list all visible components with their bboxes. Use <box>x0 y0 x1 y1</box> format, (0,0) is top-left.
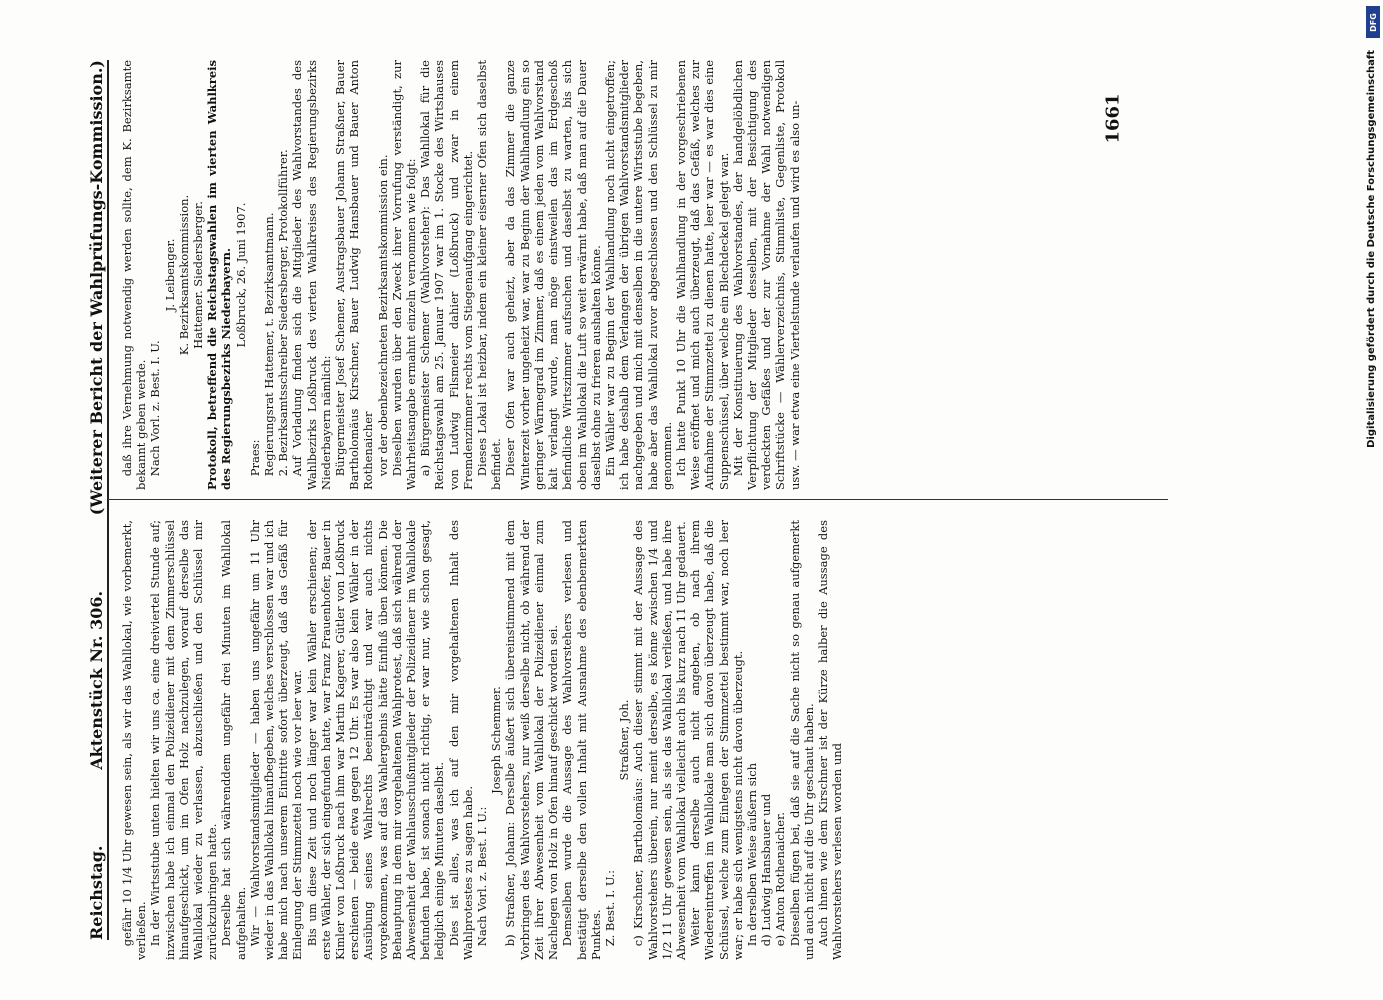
paragraph: Joseph Schemmer. <box>489 686 504 794</box>
paragraph: Derselbe hat sich währenddem ungefähr drei Minuten im Wahllokal aufgehalten. <box>219 520 248 960</box>
paragraph: Z. Best. I. U.: <box>602 869 617 947</box>
header-left: Reichstag. <box>86 845 106 940</box>
paragraph: In der Wirtsstube unten hielten wir uns ca. eine dreiviertel Stunde auf; inzwischen habe ich einmal den Polizeidiener mit dem Zimmerschlüssel hinaufgeschickt, um im Ofen Holz nachzulegen, worauf derselbe das Wahllokal wieder zu verlassen, abzuschließen und den Schlüssel mir zurückzubringen hatte. <box>148 520 220 960</box>
page-number: 1661 <box>1102 93 1124 144</box>
paragraph: a) Bürgermeister Schemer (Wahlvorsteher): Das Wahllokal für die Reichstagswahl am 25. Januar 1907 war im 1. Stocke des Wirtshauses von Ludwig Filsmeier dahier (Loßbruck) und zwar in einem Fremdenzimmer rechts vom Stiegenaufgang eingerichtet. <box>418 60 475 490</box>
paragraph: Praes: <box>247 439 262 477</box>
paragraph: Regierungsrat Hattemer, t. Bezirksamtmann. <box>262 212 277 477</box>
credit-line <box>1366 10 1380 990</box>
paragraph: Bürgermeister Josef Schemer, Austragsbauer Johann Straßner, Bauer Bartholomäus Kirschner, Bauer Ludwig Hansbauer und Bauer Anton Rothenaicher <box>333 60 376 490</box>
paragraph: Dieselben wurden über den Zweck ihrer Vorrufung verständigt, zur Wahrheitsangabe ermahnt einzeln vernommen wie folgt: <box>389 60 419 490</box>
paragraph: Dieses Lokal ist heizbar, indem ein kleiner eiserner Ofen sich daselbst befindet. <box>475 60 504 490</box>
paragraph: Auch ihnen wie dem Kirschner ist der Kürze halber die Aussage des Wahlvorstehers verlesen worden und <box>815 520 845 960</box>
paragraph: Dies ist alles, was ich auf den mir vorgehaltenen Inhalt des Wahlprotestes zu sagen habe. <box>446 520 475 960</box>
paragraph: gefähr 10 1/4 Uhr gewesen sein, als wir das Wahllokal, wie vorbemerkt, verließen. <box>120 520 149 960</box>
paragraph: Straßner, Joh. <box>617 699 632 781</box>
paragraph: vor der obenbezeichneten Bezirksamtskommission ein. <box>375 154 390 477</box>
paragraph: b) Straßner, Johann: Derselbe äußert sich übereinstimmend mit dem Vorbringen des Wahlvorstehers, nur weiß derselbe nicht, ob während der Zeit ihrer Abwesenheit vom Wahllokal der Polizeidiener einmal zum Nachlegen von Holz in Ofen hinauf geschickt worden sei. <box>503 520 561 960</box>
paragraph: Nach Vorl. z. Best. I. U.: <box>475 806 490 947</box>
dfg-logo: DFG <box>1366 6 1380 38</box>
paragraph: K. Bezirksamtskommission. <box>176 194 191 356</box>
paragraph: e) Anton Rothenaicher. <box>773 812 788 947</box>
paragraph: J. Leibenger. <box>162 238 177 312</box>
paragraph: Demselben wurde die Aussage des Wahlvorstehers verlesen und bestätigt derselbe den vollen Inhalt mit Ausnahme des ebenbemerkten Punktes. <box>560 520 603 960</box>
paragraph: 2. Bezirksamtsschreiber Siedersberger, Protokollführer. <box>276 149 291 477</box>
paragraph: In derselben Weise äußern sich <box>744 762 759 947</box>
paragraph: Loßbruck, 26. Juni 1907. <box>233 202 248 348</box>
column-divider <box>108 499 1168 500</box>
paragraph: Dieselben fügen bei, daß sie auf die Sache nicht so genau aufgemerkt und auch nicht auf die Uhr geschaut haben. <box>787 520 816 960</box>
paragraph: Hattemer. Siedersberger. <box>191 201 206 349</box>
paragraph: Protokoll, betreffend die Reichstagswahlen im vierten Wahlkreis des Regierungsbezirks Niederbayern. <box>205 60 234 490</box>
paragraph: daß ihre Vernehmung notwendig werden sollte, dem K. Bezirksamte bekannt geben werde. <box>120 60 149 490</box>
running-header <box>83 60 109 940</box>
paragraph: Auf Vorladung finden sich die Mitglieder des Wahlvorstandes des Wahlbezirks Loßbruck des vierten Wahlkreises des Regierungsbezirks Niederbayern nämlich: <box>290 60 333 490</box>
paragraph: Nach Vorl. z. Best. I. U. <box>148 340 163 477</box>
paragraph: Weiter kann derselbe auch nicht angeben, ob nach ihrem Wiedereintreffen im Wahllokale man sich davon überzeugt habe, daß die Schüssel, welche zum Einlegen der Stimmzettel bestimmt war, noch leer war; er habe sich wenigstens nicht davon überzeugt. <box>688 520 745 960</box>
header-center: Aktenstück Nr. 306. <box>86 590 106 770</box>
text-column-left <box>120 60 1120 490</box>
paragraph: Wir — Wahlvorstandsmitglieder — haben uns ungefähr um 11 Uhr wieder in das Wahllokal hinaufbegeben, welches verschlossen war und ich habe mich nach unserem Eintritte sofort überzeugt, daß das Gefäß für Einlegung der Stimmzettel noch wie vor leer war. <box>247 520 305 960</box>
credit-text: Digitalisierung gefördert durch die Deutsche Forschungsgemeinschaft <box>1366 50 1377 448</box>
paragraph: Ein Wähler war zu Beginn der Wahlhandlung noch nicht eingetroffen; ich habe deshalb dem Verlangen der übrigen Wahlvorstandsmitglieder nachgegeben und mich mit denselben in die untere Wirtsstube begeben, habe aber das Wahllokal zuvor abgeschlossen und den Schlüssel zu mir genommen. <box>602 60 674 490</box>
paragraph: d) Ludwig Hansbauer und <box>759 793 774 947</box>
paragraph: Bis um diese Zeit und noch länger war kein Wähler erschienen; der erste Wähler, der sich eingefunden hatte, war Franz Frauenhofer, Bauer in Kimler von Loßbruck nach ihm war Martin Kagerer, Gütler von Loßbruck erschienen — beide etwa gegen 12 Uhr. Es war also kein Wähler in der Ausübung seines Wahlrechts beeinträchtigt und war auch nichts vorgekommen, was auf das Wahlergebnis hätte Einfluß üben können. Die Behauptung in dem mir vorgehaltenen Wahlprotest, daß sich während der Abwesenheit der Wahlausschußmitglieder der Polizeidiener im Wahllokale befunden habe, ist sonach nicht richtig, er war nur, wie schon gesagt, lediglich einige Minuten daselbst. <box>304 520 447 960</box>
header-right: (Weiterer Bericht der Wahlprüfungs-Kommission.) <box>86 60 106 516</box>
paragraph: Ich hatte Punkt 10 Uhr die Wahlhandlung in der vorgeschriebenen Weise eröffnet und mich auch überzeugt, daß das Gefäß, welches zur Aufnahme der Stimmzettel zu dienen hatte, leer war — es war dies eine Suppenschüssel, über welche ein Blechdeckel gelegt war. <box>673 60 731 490</box>
text-column-right <box>120 520 1120 960</box>
paragraph: Mit der Konstituierung des Wahlvorstandes, der handgelöbdlichen Verpflichtung der Mitglieder desselben, mit der Besichtigung des verdeckten Gefäßes und der zur Vornahme der Wahl notwendigen Schriftstücke — Wählerverzeichnis, Stimmliste, Gegenliste, Protokoll usw. — war etwa eine Viertelstunde verlaufen und wird es also un- <box>730 60 802 490</box>
paragraph: c) Kirschner, Bartholomäus: Auch dieser stimmt mit der Aussage des Wahlvorstehers überein, nur meint derselbe, es könne zwischen 1/4 und 1/2 11 Uhr gewesen sein, als sie das Wahllokal verließen, und habe ihre Abwesenheit vom Wahllokal vielleicht auch bis kurz nach 11 Uhr gedauert. <box>631 520 688 960</box>
paragraph: Dieser Ofen war auch geheizt, aber da das Zimmer die ganze Winterzeit vorher ungeheizt war, war zu Beginn der Wahlhandlung ein so geringer Wärmegrad im Zimmer, daß es einem jeden vom Wahlvorstand kalt verlangt wurde, man möge einstweilen das im Erdgeschoß befindliche Wirtszimmer aufsuchen und daselbst zu warten, bis sich oben im Wahllokal die Luft so weit erwärmt habe, daß man auf die Dauer daselbst ohne zu frieren aushalten könne. <box>503 60 603 490</box>
